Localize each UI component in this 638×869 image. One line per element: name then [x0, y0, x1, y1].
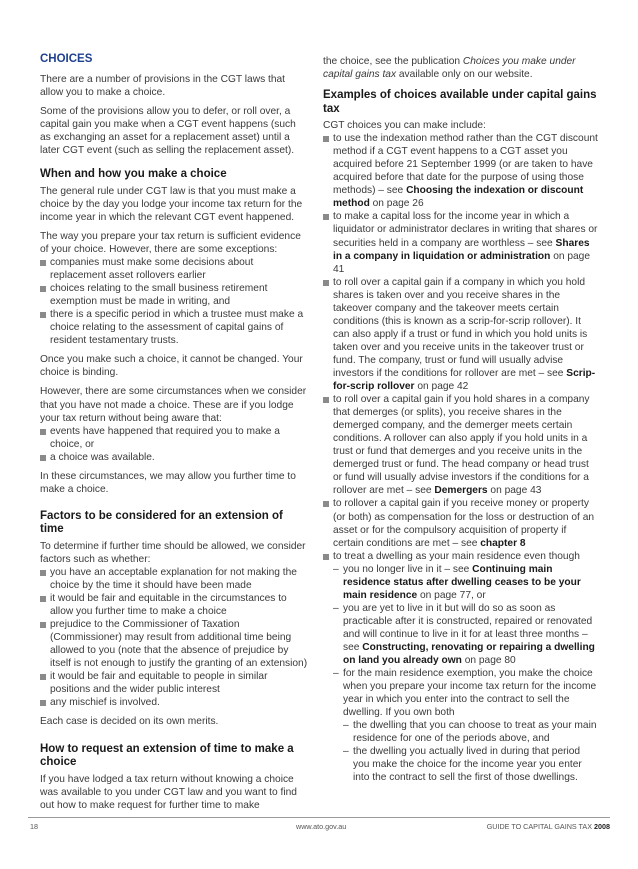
paragraph: In these circumstances, we may allow you further time to make a choice.	[40, 470, 296, 495]
paragraph: The way you prepare your tax return is sufficient evidence of your choice. However, there are some exceptions:	[40, 230, 301, 256]
circumstances-list	[40, 425, 308, 464]
nested-dash-list	[343, 719, 599, 784]
list-item: to treat a dwelling as your main residence even though – you no longer live in it – see Continuing main residence status after dwelling ceases to be your main residence on page 77, or – you are yet to live in it but will do so as soon as practicable after it is constructed, repaired or renovated and will continue to live in it for at least three months – see Constructing, renovating or repairing a dwelling on land you already own on page 80 – for the main residence exemption, you make the choice when you prepare your income tax return for the income year in which you enter into the contract to sell the dwelling. If you own both – the dwelling that you can choose to treat as your main residence for one of the periods above, and – the dwelling you actually lived in during that period you make the choice for the income year you enter into the contract to sell the first of those dwellings.	[323, 550, 599, 785]
square-bullet-icon	[40, 570, 46, 576]
list-item: a choice was available.	[40, 451, 308, 464]
square-bullet-icon	[40, 429, 46, 435]
list-item: there is a specific period in which a trustee must make a choice relating to the assessment of capital gains of resident testamentary trusts.	[40, 308, 308, 347]
list-item: it would be fair and equitable in the circumstances to allow you further time to make a choice	[40, 592, 308, 618]
footer-divider	[28, 817, 610, 818]
square-bullet-icon	[40, 312, 46, 318]
list-item: companies must make some decisions about replacement asset rollovers earlier	[40, 256, 308, 282]
square-bullet-icon	[40, 596, 46, 602]
section-heading: When and how you make a choice	[40, 168, 227, 181]
choices-heading: CHOICES	[40, 53, 93, 65]
paragraph: CGT choices you can make include:	[323, 120, 486, 132]
square-bullet-icon	[323, 136, 329, 142]
cross-reference: Constructing, renovating or repairing a dwelling on land you already own	[343, 641, 595, 667]
square-bullet-icon	[323, 554, 329, 560]
list-item: to rollover a capital gain if you receive money or property (or both) as compensation for the loss or destruction of an asset or for the compulsory acquisition of property if certain conditions are met – see chapter 8	[323, 497, 599, 549]
cross-reference: Shares in a company in liquidation or administration	[333, 237, 590, 262]
list-item: to use the indexation method rather than the CGT discount method if a CGT event happens to a CGT asset you acquired before 21 September 1999 (or are taken to have acquired before that date for the purpose of using those methods) – see Choosing the indexation or discount method on page 26	[323, 132, 599, 210]
paragraph: If you have lodged a tax return without knowing a choice was available to you under CGT law and you want to find out how to make request for further time to make	[40, 773, 297, 811]
dash-item: – the dwelling you actually lived in during that period you make the choice for the income year you enter into the contract to sell the first of those dwellings.	[343, 746, 582, 784]
square-bullet-icon	[40, 700, 46, 706]
square-bullet-icon	[40, 286, 46, 292]
dash-list	[333, 563, 599, 785]
paragraph: The general rule under CGT law is that you must make a choice by the day you lodge your income tax return for the income year in which the relevant CGT event happened.	[40, 185, 303, 223]
cross-reference: Scrip-for-scrip rollover	[333, 367, 596, 393]
list-item: events have happened that required you to make a choice, or	[40, 425, 308, 451]
square-bullet-icon	[323, 397, 329, 403]
square-bullet-icon	[323, 280, 329, 286]
right-column	[323, 55, 599, 790]
paragraph: Some of the provisions allow you to defer, or roll over, a capital gain you make when a CGT event happens (such as exchanging an asset for a replacement asset) until a later CGT event (such as selling the replacement asset).	[40, 106, 296, 157]
left-column	[40, 53, 308, 818]
list-item: you have an acceptable explanation for not making the choice by the time it should have been made	[40, 566, 308, 592]
square-bullet-icon	[323, 501, 329, 507]
square-bullet-icon	[40, 674, 46, 680]
square-bullet-icon	[323, 214, 329, 220]
paragraph: To determine if further time should be allowed, we consider factors such as whether:	[40, 540, 306, 565]
section-heading: How to request an extension of time to make a choice	[40, 742, 294, 769]
list-item: any mischief is involved.	[40, 696, 308, 709]
dash-item: – you are yet to live in it but will do so as soon as practicable after it is constructed, repaired or renovated and will continue to live in it for at least three months – see Constructing, renovating or repairing a dwelling on land you already own on page 80	[333, 602, 595, 667]
list-item: to make a capital loss for the income year in which a liquidator or administrator declares in writing that shares or securities held in a company are worthless – see Shares in a company in liquidation or administration on page 41	[323, 210, 599, 275]
list-item: it would be fair and equitable to people in similar positions and the wider public interest	[40, 670, 308, 696]
dash-item: – the dwelling that you can choose to treat as your main residence for one of the periods above, and	[343, 720, 597, 745]
square-bullet-icon	[40, 260, 46, 266]
cross-reference: Continuing main residence status after dwelling ceases to be your main residence	[343, 563, 581, 601]
paragraph: There are a number of provisions in the CGT laws that allow you to make a choice.	[40, 74, 285, 99]
paragraph: Each case is decided on its own merits.	[40, 716, 219, 728]
square-bullet-icon	[40, 455, 46, 461]
publication-title: Choices you make under capital gains tax	[323, 56, 576, 81]
guide-title: GUIDE TO CAPITAL GAINS TAX 2008	[486, 822, 610, 831]
list-item: choices relating to the small business retirement exemption must be made in writing, and	[40, 282, 308, 308]
cross-reference: Choosing the indexation or discount method	[333, 185, 584, 210]
cross-reference: chapter 8	[480, 537, 526, 549]
website-link[interactable]: www.ato.gov.au	[296, 822, 347, 831]
section-heading: Examples of choices available under capital gains tax	[323, 89, 597, 115]
section-heading: Factors to be considered for an extension of time	[40, 509, 283, 536]
examples-list	[323, 132, 599, 784]
list-item: to roll over a capital gain if a company in which you hold shares is taken over and you receive shares in the takeover company and the takeover meets certain conditions (this is known as a scrip-for-scrip rollover). It can also apply if a trust or fund in which you hold units is taken over and you receive units in the takeover trust or fund. The company, trust or fund will usually advise investors if the conditions for rollover are met – see Scrip-for-scrip rollover on page 42	[323, 276, 599, 393]
paragraph: the choice, see the publication Choices you make under capital gains tax available only on our website.	[323, 56, 576, 81]
dash-item: – you no longer live in it – see Continuing main residence status after dwelling ceases to be your main residence on page 77, or	[333, 563, 581, 601]
factors-list	[40, 566, 308, 710]
page-number: 18	[30, 822, 38, 831]
list-item: prejudice to the Commissioner of Taxation (Commissioner) may result from additional time being allowed to you (note that the absence of prejudice by itself is not enough to justify the granting of an extension)	[40, 618, 308, 670]
exceptions-list	[40, 256, 308, 347]
cross-reference: Demergers	[434, 485, 488, 497]
square-bullet-icon	[40, 622, 46, 628]
paragraph: However, there are some circumstances when we consider that you have not made a choice. These are if you lodge your tax return without being aware that:	[40, 386, 307, 424]
paragraph: Once you make such a choice, it cannot be changed. Your choice is binding.	[40, 354, 303, 379]
list-item: to roll over a capital gain if you hold shares in a company that demerges (or splits), you receive shares in the demerged company, and the demerger meets certain conditions. A rollover can also apply if you hold units in a trust or fund that demerges and you receive units in the demerged trust or fund. The head company or head trust or fund will usually advise investors if the conditions for a rollover are met – see Demergers on page 43	[323, 393, 599, 497]
dash-item: – for the main residence exemption, you make the choice when you prepare your income tax return for the income year in which you enter into the contract to sell the dwelling. If you own both – the dwelling that you can choose to treat as your main residence for one of the periods above, and – the dwelling you actually lived in during that period you make the choice for the income year you enter into the contract to sell the first of those dwellings.	[333, 667, 599, 784]
